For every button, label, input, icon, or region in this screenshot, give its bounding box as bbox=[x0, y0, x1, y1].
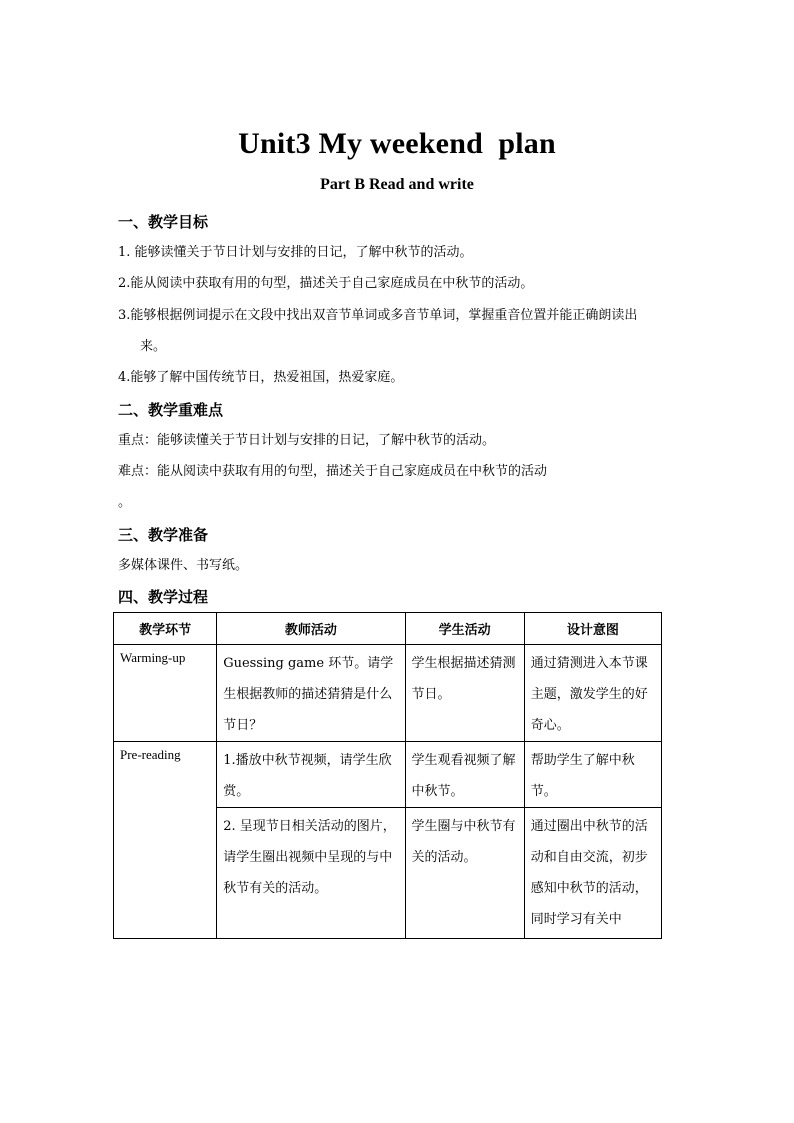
student-activity-pre-reading-1: 学生观看视频了解中秋节。 bbox=[411, 753, 516, 799]
process-heading: 四、教学过程 bbox=[118, 588, 209, 606]
header-stage: 教学环节 bbox=[114, 613, 217, 645]
stage-pre-reading: Pre-reading bbox=[120, 747, 181, 762]
table-cell-purpose bbox=[524, 645, 661, 742]
document-subtitle: Part B Read and write bbox=[320, 176, 474, 193]
table-cell-purpose bbox=[524, 742, 661, 808]
table-cell-teacher bbox=[217, 808, 405, 939]
header-student-activity: 学生活动 bbox=[405, 613, 524, 645]
purpose-pre-reading-2: 通过圈出中秋节的活动和自由交流，初步感知中秋节的活动，同时学习有关中 bbox=[530, 819, 648, 927]
purpose-pre-reading-1: 帮助学生了解中秋节。 bbox=[530, 753, 635, 799]
key-point-focus: 重点：能够读懂关于节日计划与安排的日记，了解中秋节的活动。 bbox=[118, 433, 496, 448]
table-cell-purpose bbox=[524, 808, 661, 939]
header-design-purpose: 设计意图 bbox=[524, 613, 661, 645]
table-cell-teacher bbox=[217, 742, 405, 808]
key-point-difficulty: 难点：能从阅读中获取有用的句型，描述关于自己家庭成员在中秋节的活动 bbox=[118, 464, 548, 479]
table-row bbox=[114, 742, 662, 808]
preparation-text: 多媒体课件、书写纸。 bbox=[118, 558, 249, 573]
document-title: Unit3 My weekend plan bbox=[238, 127, 556, 160]
table-cell-student bbox=[405, 808, 524, 939]
preparation-heading: 三、教学准备 bbox=[118, 526, 209, 544]
objective-item-3-continued: 来。 bbox=[140, 339, 167, 354]
objective-item-1: 1. 能够读懂关于节日计划与安排的日记，了解中秋节的活动。 bbox=[118, 245, 473, 260]
table-cell-student bbox=[405, 645, 524, 742]
table-cell-stage bbox=[114, 645, 217, 742]
header-teacher-activity: 教师活动 bbox=[217, 613, 405, 645]
key-points-heading: 二、教学重难点 bbox=[118, 401, 224, 419]
objectives-heading: 一、教学目标 bbox=[118, 213, 209, 231]
table-cell-teacher bbox=[217, 645, 405, 742]
table-cell-stage bbox=[114, 742, 217, 939]
teacher-activity-warming-up: Guessing game 环节。请学生根据教师的描述猜猜是什么节日？ bbox=[223, 656, 394, 733]
student-activity-warming-up: 学生根据描述猜测节日。 bbox=[411, 656, 516, 702]
table-row bbox=[114, 645, 662, 742]
table-cell-student bbox=[405, 742, 524, 808]
key-point-difficulty-tail: 。 bbox=[118, 495, 132, 510]
objective-item-4: 4.能够了解中国传统节日，热爱祖国，热爱家庭。 bbox=[118, 370, 404, 385]
objective-item-3: 3.能够根据例词提示在文段中找出双音节单词或多音节单词，掌握重音位置并能正确朗读出 bbox=[118, 308, 638, 323]
teacher-activity-pre-reading-2: 2. 呈现节日相关活动的图片，请学生圈出视频中呈现的与中秋节有关的活动。 bbox=[223, 819, 396, 896]
teaching-process-table bbox=[113, 612, 662, 939]
objective-item-2: 2.能从阅读中获取有用的句型，描述关于自己家庭成员在中秋节的活动。 bbox=[118, 276, 534, 291]
student-activity-pre-reading-2: 学生圈与中秋节有关的活动。 bbox=[411, 819, 516, 865]
teacher-activity-pre-reading-1: 1.播放中秋节视频，请学生欣赏。 bbox=[223, 753, 392, 799]
purpose-warming-up: 通过猜测进入本节课主题，激发学生的好奇心。 bbox=[530, 656, 648, 733]
stage-warming-up: Warming-up bbox=[120, 650, 186, 665]
table-header-row bbox=[114, 613, 662, 645]
